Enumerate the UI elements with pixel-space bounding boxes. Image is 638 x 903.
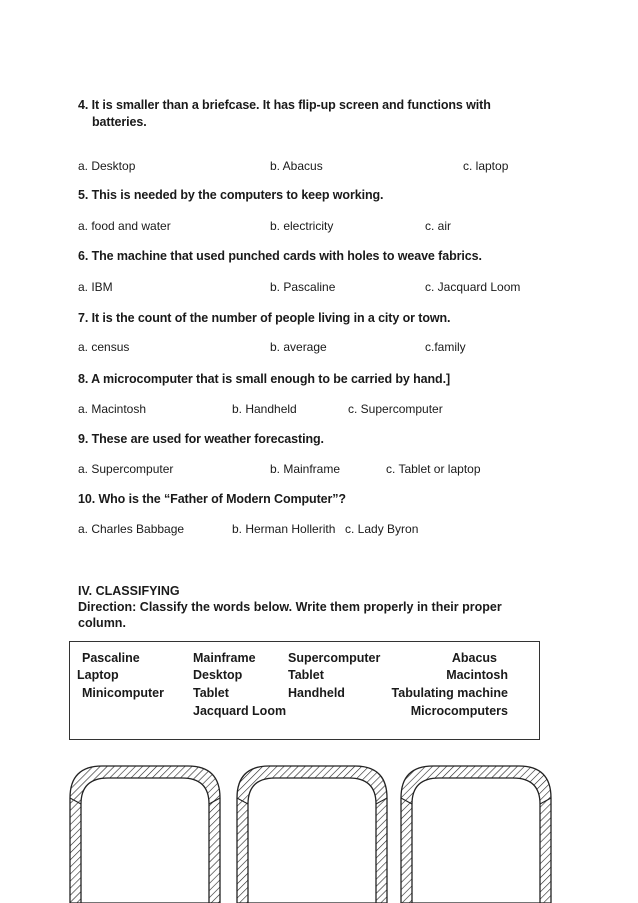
word-desktop: Desktop [193,668,243,682]
question-4-option-b: b. Abacus [270,159,323,173]
section-title: IV. CLASSIFYING [78,584,180,598]
question-8-option-b: b. Handheld [232,402,297,416]
word-tablet: Tablet [288,668,324,682]
question-7-option-a: a. census [78,340,130,354]
question-9-option-c: c. Tablet or laptop [386,462,481,476]
question-7-option-b: b. average [270,340,327,354]
question-5-option-b: b. electricity [270,219,334,233]
word-microcomputers: Microcomputers [410,704,508,718]
question-9-option-b: b. Mainframe [270,462,341,476]
word-tabulating-machine: Tabulating machine [391,686,508,700]
question-5-option-a: a. food and water [78,219,171,233]
word-jacquard-loom: Jacquard Loom [193,704,287,718]
question-6-text: 6. The machine that used punched cards with holes to weave fabrics. [78,249,482,263]
word-tablet-2: Tablet [193,686,229,700]
question-6-option-b: b. Pascaline [270,280,336,294]
column-frame-3 [401,766,551,903]
word-box [69,641,540,740]
question-9-text: 9. These are used for weather forecasting. [78,432,324,446]
word-minicomputer: Minicomputer [82,686,164,700]
classification-columns [0,760,638,903]
question-10-text: 10. Who is the “Father of Modern Computer”? [78,492,346,506]
question-10-option-c: c. Lady Byron [345,522,419,536]
column-frame-1 [70,766,220,903]
word-macintosh: Macintosh [446,668,508,682]
section-direction: Direction: Classify the words below. Write them properly in their proper [78,600,502,614]
question-7-option-c: c.family [425,340,466,354]
question-4-text: 4. It is smaller than a briefcase. It has flip-up screen and functions with [78,98,491,112]
word-supercomputer: Supercomputer [288,651,381,665]
question-4-option-a: a. Desktop [78,159,136,173]
word-handheld: Handheld [288,686,345,700]
question-6-option-a: a. IBM [78,280,113,294]
section-direction-cont: column. [78,616,126,630]
question-6-option-c: c. Jacquard Loom [425,280,521,294]
question-5-text: 5. This is needed by the computers to keep working. [78,188,384,202]
question-8-option-a: a. Macintosh [78,402,147,416]
question-8-option-c: c. Supercomputer [348,402,443,416]
question-10-option-a: a. Charles Babbage [78,522,185,536]
column-frame-2 [237,766,387,903]
question-4-option-c: c. laptop [463,159,509,173]
question-5-option-c: c. air [425,219,452,233]
question-8-text: 8. A microcomputer that is small enough to be carried by hand.] [78,372,451,386]
question-9-option-a: a. Supercomputer [78,462,174,476]
word-mainframe: Mainframe [193,651,256,665]
question-7-text: 7. It is the count of the number of people living in a city or town. [78,311,451,325]
question-4-text-cont: batteries. [92,115,147,129]
question-10-option-b: b. Herman Hollerith [232,522,336,536]
word-pascaline: Pascaline [82,651,140,665]
word-laptop: Laptop [77,668,119,682]
word-abacus: Abacus [451,651,497,665]
